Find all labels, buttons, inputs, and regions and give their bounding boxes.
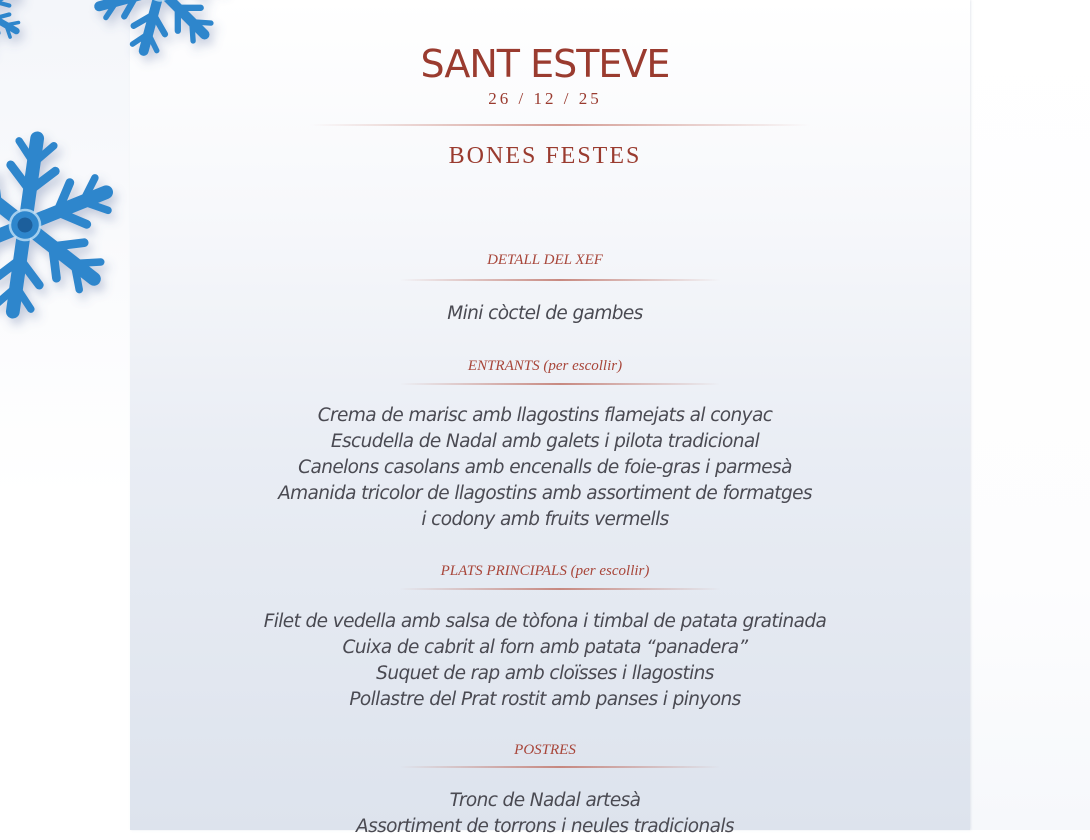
dish-item: Suquet de rap amb cloïsses i llagostins bbox=[376, 663, 714, 684]
section-divider bbox=[400, 279, 720, 281]
section-divider bbox=[400, 588, 720, 590]
dish-item: Assortiment de torrons i neules tradicionals bbox=[356, 816, 734, 837]
section-divider bbox=[400, 383, 720, 385]
dish-item: Pollastre del Prat rostit amb panses i pinyons bbox=[349, 689, 741, 710]
header-divider bbox=[310, 124, 810, 126]
dish-item: Escudella de Nadal amb galets i pilota tradicional bbox=[330, 431, 760, 452]
section-heading-starters: ENTRANTS (per escollir) bbox=[467, 358, 623, 374]
dish-item: Tronc de Nadal artesà bbox=[449, 790, 641, 811]
section-heading-main-courses: PLATS PRINCIPALS (per escollir) bbox=[440, 563, 650, 579]
section-divider bbox=[400, 766, 720, 768]
dish-item: Mini còctel de gambes bbox=[447, 303, 643, 324]
menu-title: SANT ESTEVE bbox=[420, 42, 670, 86]
section-heading-chef-detail: DETALL DEL XEF bbox=[487, 252, 603, 268]
dish-item: i codony amb fruits vermells bbox=[421, 509, 669, 530]
section-heading-desserts: POSTRES bbox=[514, 742, 576, 758]
menu-subtitle: BONES FESTES bbox=[448, 143, 642, 169]
dish-item: Filet de vedella amb salsa de tòfona i timbal de patata gratinada bbox=[263, 611, 827, 632]
menu-date: 26 / 12 / 25 bbox=[488, 89, 602, 108]
dish-item: Crema de marisc amb llagostins flamejats al conyac bbox=[317, 405, 773, 426]
dish-item: Canelons casolans amb encenalls de foie-gras i parmesà bbox=[298, 457, 792, 478]
dish-item: Cuixa de cabrit al forn amb patata “panadera” bbox=[342, 637, 748, 658]
dish-item: Amanida tricolor de llagostins amb assortiment de formatges bbox=[278, 483, 812, 504]
